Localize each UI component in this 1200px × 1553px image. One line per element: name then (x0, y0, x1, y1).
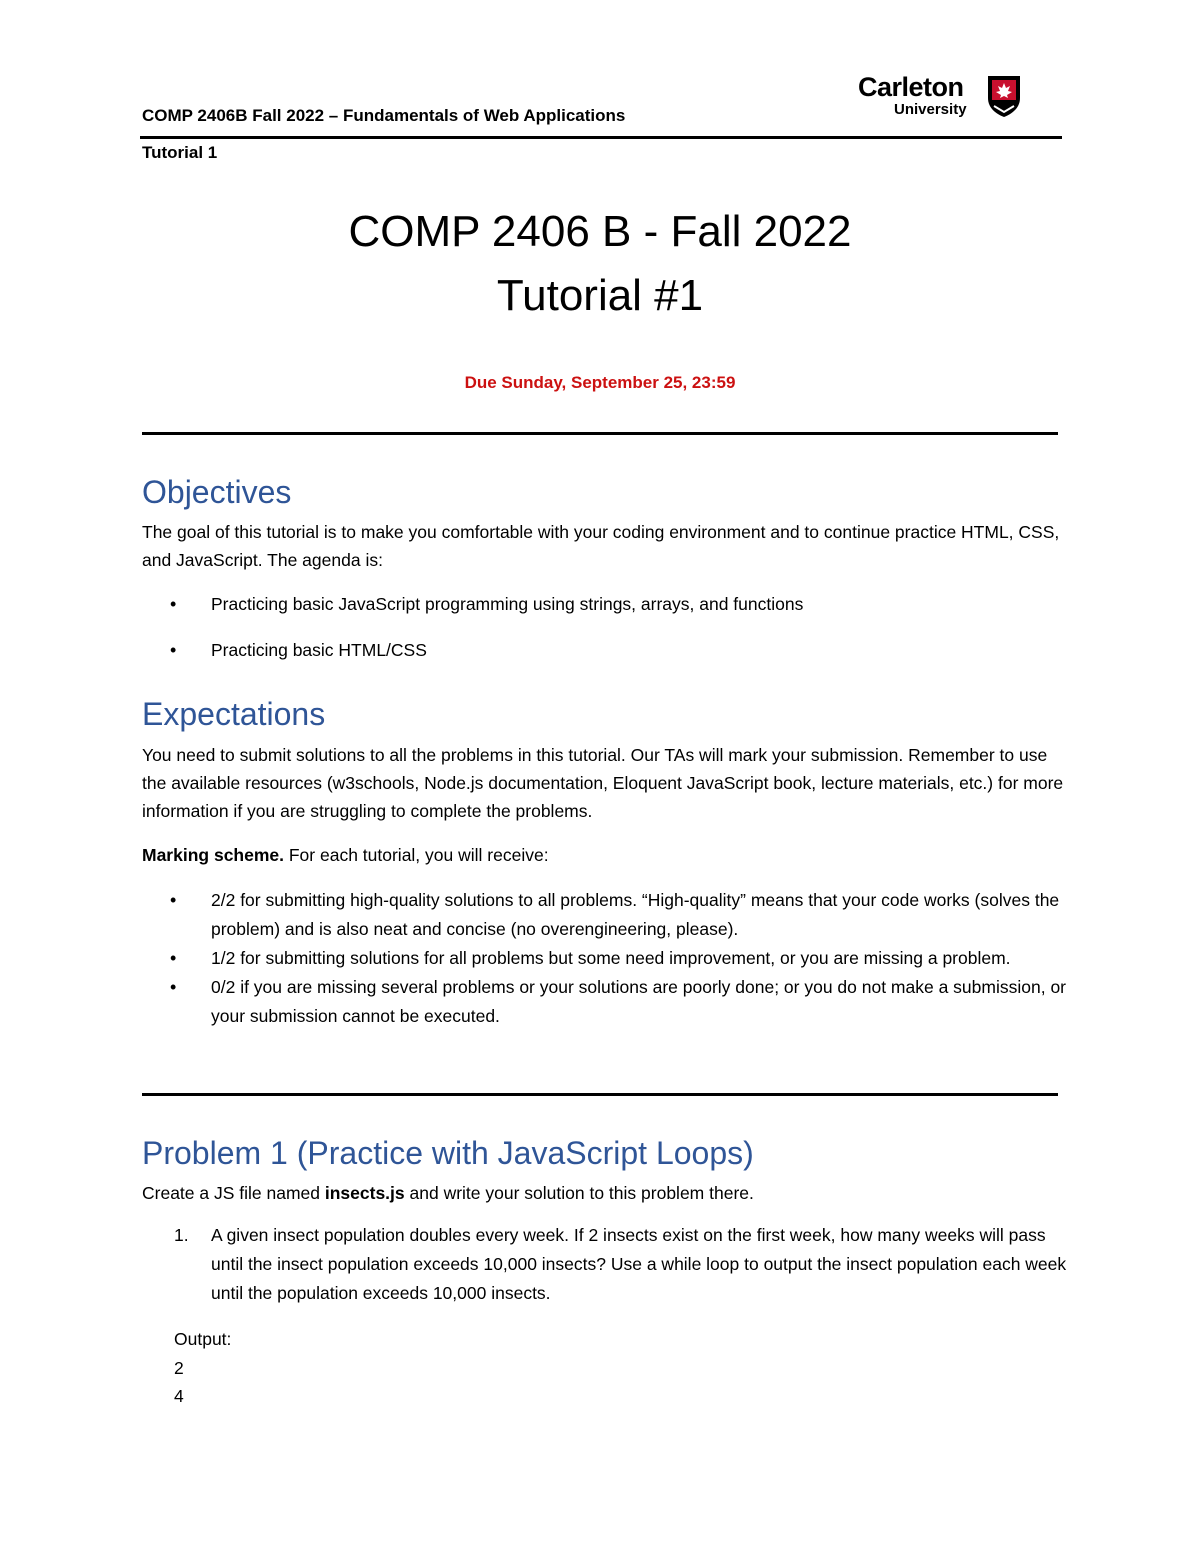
expectations-heading: Expectations (142, 696, 326, 732)
marking-scheme-line (142, 841, 1072, 869)
logo-subtitle: University (894, 101, 967, 118)
list-item: • Practicing basic JavaScript programming using strings, arrays, and functions (170, 590, 1070, 619)
problem1-heading: Problem 1 (Practice with JavaScript Loops) (142, 1135, 754, 1171)
output-value: 4 (174, 1386, 184, 1406)
section-divider (142, 432, 1058, 435)
header-divider (140, 136, 1062, 139)
carleton-logo (858, 72, 1028, 122)
page-subtitle: Tutorial #1 (496, 271, 704, 320)
item-text: A given insect population doubles every week. If 2 insects exist on the first week, how many weeks will pass until the insect population exceeds 10,000 insects? Use a while loop to output the insect population each week until the population exceeds 10,000 insects. (211, 1225, 1067, 1303)
output-label: Output: (174, 1329, 232, 1349)
page-title: COMP 2406 B - Fall 2022 (348, 207, 852, 256)
marking-list (170, 886, 1070, 1031)
objectives-list (170, 590, 1070, 682)
objectives-heading: Objectives (142, 474, 292, 510)
header-course-title: COMP 2406B Fall 2022 – Fundamentals of Web Applications (142, 106, 626, 125)
problem1-intro-after: and write your solution to this problem there. (404, 1183, 754, 1203)
list-item: • 0/2 if you are missing several problems or your solutions are poorly done; or you do not make a submission, or your submission cannot be executed. (170, 973, 1070, 1031)
expectations-text: You need to submit solutions to all the problems in this tutorial. Our TAs will mark your submission. Remember to use the available resources (w3schools, Node.js documentation, Eloquent JavaScript book, lecture materials, etc.) for more information if you are struggling to complete the problems. (142, 745, 1064, 821)
shield-icon (986, 74, 1022, 118)
problem1-intro (142, 1179, 1072, 1207)
list-item: • 1/2 for submitting solutions for all problems but some need improvement, or you are missing a problem. (170, 944, 1070, 973)
section-divider (142, 1093, 1058, 1096)
list-item: • 2/2 for submitting high-quality solutions to all problems. “High-quality” means that your code works (solves the problem) and is also neat and concise (no overengineering, please). (170, 886, 1070, 944)
problem1-intro-before: Create a JS file named (142, 1183, 325, 1203)
output-value: 2 (174, 1358, 184, 1378)
marking-scheme-label: Marking scheme. (142, 845, 284, 865)
list-item: • Practicing basic HTML/CSS (170, 636, 1070, 665)
problem1-filename: insects.js (324, 1183, 405, 1203)
item-number: 1. (174, 1225, 189, 1245)
header-tutorial-label: Tutorial 1 (142, 143, 218, 162)
due-date: Due Sunday, September 25, 23:59 (464, 373, 736, 392)
marking-scheme-text: For each tutorial, you will receive: (284, 845, 549, 865)
objectives-text: The goal of this tutorial is to make you comfortable with your coding environment and to continue practice HTML, CSS, and JavaScript. The agenda is: (142, 522, 1060, 570)
logo-name: Carleton (858, 72, 964, 102)
